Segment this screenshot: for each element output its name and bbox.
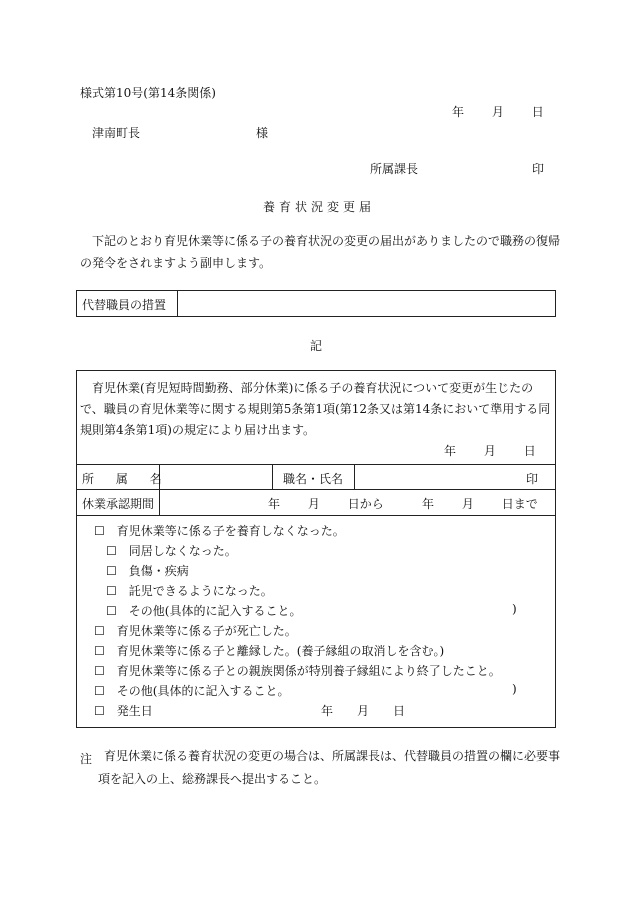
ki-heading: 記 bbox=[310, 339, 323, 353]
year-label: 年 bbox=[444, 444, 457, 458]
month-label: 月 bbox=[483, 444, 496, 458]
checkbox[interactable]: ☐ bbox=[106, 604, 117, 618]
month-label: 月 bbox=[491, 105, 504, 119]
sender-title: 所属課長 bbox=[370, 162, 419, 176]
item-label: 育児休業等に係る子を養育しなくなった。 bbox=[116, 524, 345, 538]
day-label: 日 bbox=[523, 444, 536, 458]
header-date bbox=[452, 103, 544, 120]
checkbox[interactable]: ☐ bbox=[106, 544, 117, 558]
year-label: 年 bbox=[452, 105, 465, 119]
to-label: 日まで bbox=[501, 497, 538, 511]
day-label: 日 bbox=[531, 105, 544, 119]
checkbox[interactable]: ☐ bbox=[94, 624, 105, 638]
note-text: 育児休業に係る養育状況の変更の場合は、所属課長は、代替職員の措置の欄に必要事項を記入の上、総務課長へ提出すること。 bbox=[98, 749, 561, 786]
affiliation-label: 所 属 名 bbox=[82, 472, 171, 486]
item-label: 育児休業等に係る子が死亡した。 bbox=[116, 624, 297, 638]
item-label: 育児休業等に係る子との親族関係が特別養子縁組により終了したこと。 bbox=[116, 664, 501, 678]
year-label: 年 bbox=[422, 497, 435, 511]
day-label: 日 bbox=[393, 704, 406, 718]
period-label: 休業承認期間 bbox=[82, 497, 155, 511]
document-title: 養育状況変更届 bbox=[263, 200, 376, 214]
list-item bbox=[94, 682, 289, 699]
affiliation-seal: 印 bbox=[526, 472, 539, 486]
item-label: その他(具体的に記入すること。 bbox=[116, 684, 290, 698]
list-item bbox=[94, 662, 501, 679]
report-text: 育児休業(育児短時間勤務、部分休業)に係る子の養育状況について変更が生じたので、職員の育児休業等に関する規則第5条第1項(第12条又は第14条において準用する同規則第4条第1項)の規定により届け出ます。 bbox=[80, 381, 551, 437]
table-divider bbox=[272, 464, 273, 489]
month-label: 月 bbox=[357, 704, 370, 718]
closing-paren: ) bbox=[512, 602, 517, 616]
table-divider bbox=[76, 515, 556, 516]
period-from-date bbox=[268, 495, 384, 512]
addressee-honorific: 様 bbox=[256, 126, 269, 140]
affiliation-field[interactable] bbox=[162, 467, 269, 487]
table-divider bbox=[76, 489, 556, 490]
month-label: 月 bbox=[307, 497, 320, 511]
sender-seal: 印 bbox=[532, 162, 545, 176]
occurrence-date bbox=[321, 702, 405, 719]
item-label: 負傷・疾病 bbox=[128, 564, 189, 578]
list-item bbox=[106, 582, 273, 599]
name-label: 職名・氏名 bbox=[283, 472, 344, 486]
checkbox[interactable]: ☐ bbox=[94, 684, 105, 698]
note-label: 注 bbox=[80, 752, 93, 766]
list-item bbox=[106, 542, 237, 559]
item-label: その他(具体的に記入すること。 bbox=[128, 604, 302, 618]
report-date bbox=[444, 442, 536, 459]
period-to-date bbox=[422, 495, 538, 512]
substitute-label: 代替職員の措置 bbox=[82, 298, 167, 312]
year-label: 年 bbox=[268, 497, 281, 511]
form-number: 様式第10号(第14条関係) bbox=[80, 86, 216, 100]
from-label: 日から bbox=[347, 497, 384, 511]
intro-text: 下記のとおり育児休業等に係る子の養育状況の変更の届出がありましたので職務の復帰の発令をされますよう副申します。 bbox=[80, 234, 561, 270]
list-item bbox=[94, 622, 297, 639]
item-label: 託児できるようになった。 bbox=[128, 584, 273, 598]
list-item bbox=[94, 642, 444, 659]
list-item bbox=[94, 702, 153, 719]
year-label: 年 bbox=[321, 704, 334, 718]
addressee-name: 津南町長 bbox=[92, 126, 141, 140]
substitute-divider bbox=[177, 290, 178, 317]
item-label: 発生日 bbox=[116, 704, 153, 718]
checkbox[interactable]: ☐ bbox=[94, 664, 105, 678]
checkbox[interactable]: ☐ bbox=[94, 644, 105, 658]
list-item bbox=[106, 562, 189, 579]
table-divider bbox=[354, 464, 355, 489]
month-label: 月 bbox=[461, 497, 474, 511]
item-label: 同居しなくなった。 bbox=[128, 544, 237, 558]
checkbox[interactable]: ☐ bbox=[94, 524, 105, 538]
checkbox[interactable]: ☐ bbox=[106, 564, 117, 578]
name-field[interactable] bbox=[357, 467, 517, 487]
closing-paren: ) bbox=[512, 682, 517, 696]
checkbox[interactable]: ☐ bbox=[106, 584, 117, 598]
table-divider bbox=[76, 464, 556, 465]
list-item bbox=[106, 602, 301, 619]
substitute-field[interactable] bbox=[180, 292, 552, 315]
list-item bbox=[94, 522, 345, 539]
checkbox[interactable]: ☐ bbox=[94, 704, 105, 718]
item-label: 育児休業等に係る子と離縁した。(養子縁組の取消しを含む。) bbox=[116, 644, 445, 658]
